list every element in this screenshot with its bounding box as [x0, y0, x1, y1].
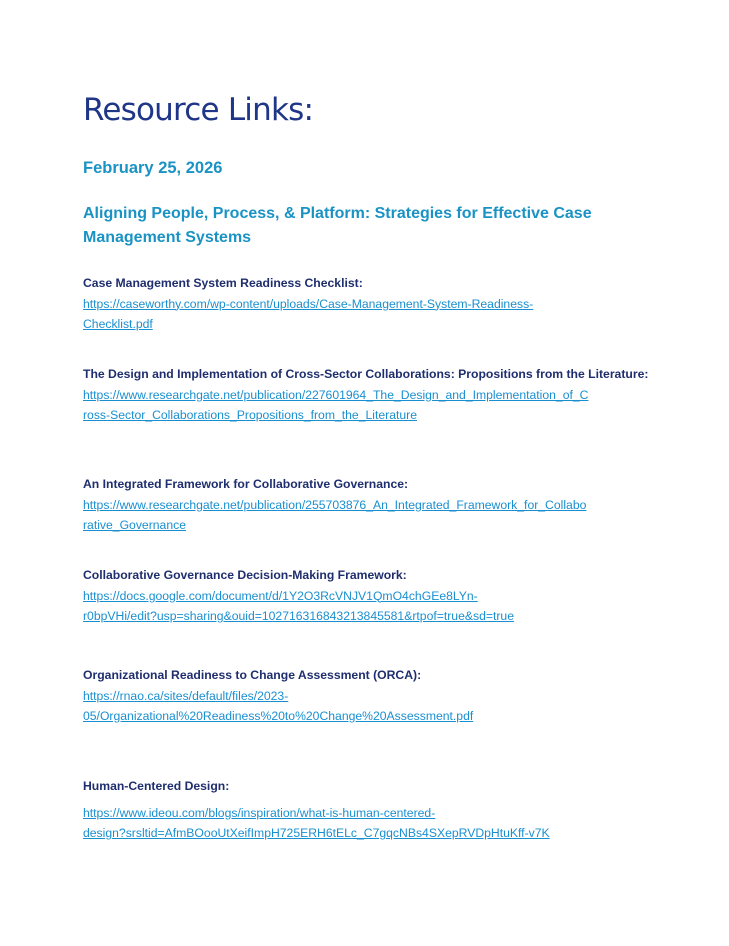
resource-title: Organizational Readiness to Change Assessment (ORCA): — [83, 668, 422, 682]
resource-link[interactable]: https://www.researchgate.net/publication/255703876_An_Integrated_Framework_for_Collabo rative_Governance — [83, 497, 587, 532]
session-title: Aligning People, Process, & Platform: Strategies for Effective Case Management Systems — [83, 205, 592, 246]
resource-title: An Integrated Framework for Collaborative Governance: — [83, 477, 409, 491]
resource-item — [83, 665, 658, 727]
resource-link[interactable]: https://rnao.ca/sites/default/files/2023- 05/Organizational%20Readiness%20to%20Change%20Assessment.pdf — [83, 688, 474, 723]
resource-link[interactable]: https://docs.google.com/document/d/1Y2O3RcVNJV1QmO4chGEe8LYn- r0bpVHi/edit?usp=sharing&ouid=102716316843213845581&rtpof=true&sd=true — [83, 588, 514, 623]
resource-item — [83, 474, 658, 536]
resource-item — [83, 776, 658, 844]
resource-link[interactable]: https://www.ideou.com/blogs/inspiration/what-is-human-centered- design?srsltid=AfmBOooUtXeifImpH725ERH6tELc_C7gqcNBs4SXepRVDpHtuKff-v7K — [83, 805, 550, 840]
resource-title: Case Management System Readiness Checklist: — [83, 276, 363, 290]
resource-title: The Design and Implementation of Cross-Sector Collaborations: Propositions from the Literature: — [83, 367, 649, 381]
resource-item — [83, 364, 658, 426]
resource-title: Collaborative Governance Decision-Making Framework: — [83, 568, 407, 582]
page-title: Resource Links: — [83, 92, 314, 128]
resource-link[interactable]: https://www.researchgate.net/publication/227601964_The_Design_and_Implementation_of_C ross-Sector_Collaborations_Propositions_from_the_Literature — [83, 387, 589, 422]
event-date: February 25, 2026 — [83, 159, 223, 177]
resource-title: Human-Centered Design: — [83, 779, 230, 793]
resource-item — [83, 565, 658, 627]
resource-item — [83, 273, 658, 335]
resource-link[interactable]: https://caseworthy.com/wp-content/uploads/Case-Management-System-Readiness- Checklist.pdf — [83, 296, 534, 331]
